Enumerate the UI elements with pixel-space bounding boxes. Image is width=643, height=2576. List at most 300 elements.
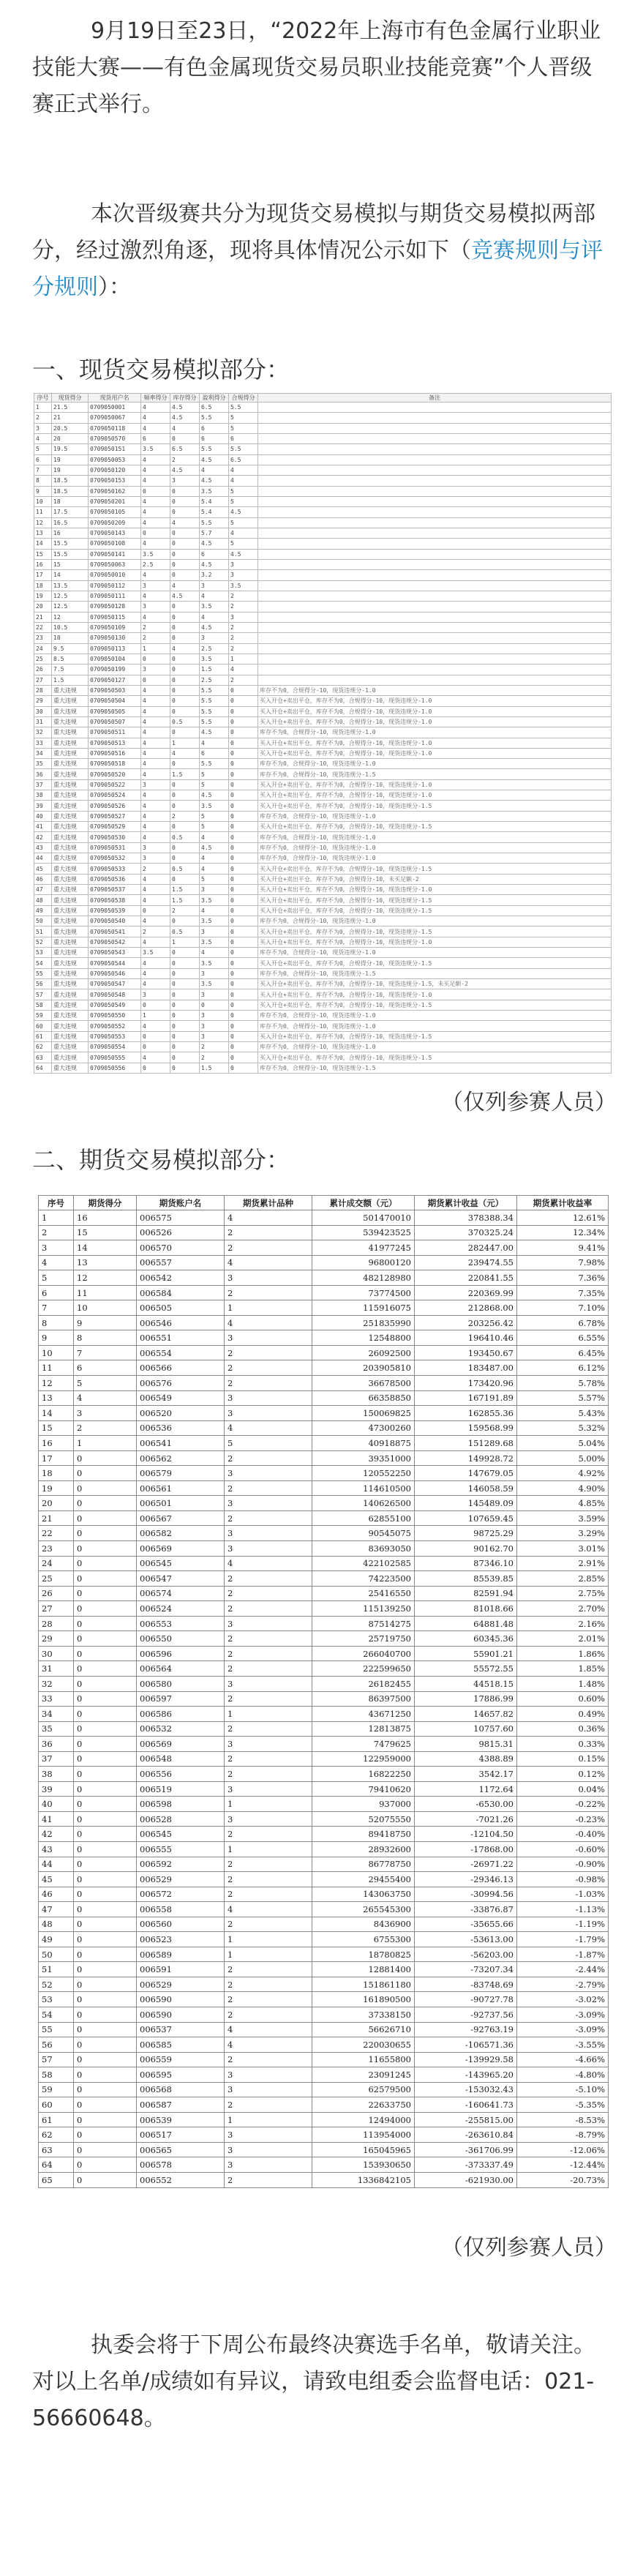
futures-account-cell: 006557 bbox=[137, 1255, 225, 1270]
spot-username-cell: 0709050201 bbox=[89, 496, 141, 506]
rank-cell: 36 bbox=[39, 1737, 74, 1752]
spot-username-cell: 0709050209 bbox=[89, 517, 141, 528]
spot-score-cell: 12.5 bbox=[52, 602, 89, 612]
table-row bbox=[39, 1917, 609, 1932]
spot-username-cell: 0709050555 bbox=[89, 1052, 141, 1063]
turnover-header: 累计成交额（元） bbox=[312, 1196, 415, 1210]
frequency-score-cell: 4 bbox=[141, 423, 170, 433]
futures-profit-cell: -83748.69 bbox=[415, 1977, 517, 1992]
frequency-score-cell: 4 bbox=[141, 413, 170, 423]
compliance-score-cell: 0 bbox=[229, 1042, 258, 1052]
profit-score-cell: 5.5 bbox=[200, 413, 229, 423]
inventory-score-cell: 0 bbox=[170, 1011, 200, 1021]
rules-link[interactable]: 竞赛规则与评分规则 bbox=[32, 238, 603, 300]
compliance-score-cell: 2 bbox=[229, 643, 258, 654]
rank-cell: 27 bbox=[39, 1601, 74, 1617]
futures-score-cell: 0 bbox=[74, 2173, 137, 2188]
table-row bbox=[34, 612, 612, 622]
table-row bbox=[34, 1021, 612, 1031]
futures-score-cell: 0 bbox=[74, 1751, 137, 1767]
futures-account-cell: 006529 bbox=[137, 1872, 225, 1887]
spot-username-cell: 0709050529 bbox=[89, 822, 141, 832]
frequency-score-cell: 0 bbox=[141, 1042, 170, 1052]
futures-varieties-cell: 2 bbox=[225, 2052, 312, 2067]
futures-score-cell: 7 bbox=[74, 1345, 137, 1360]
futures-varieties-cell: 4 bbox=[225, 1420, 312, 1436]
inventory-score-cell: 0 bbox=[170, 622, 200, 632]
turnover-cell: 16822250 bbox=[312, 1767, 415, 1782]
futures-header-row bbox=[39, 1196, 609, 1210]
turnover-cell: 482128980 bbox=[312, 1270, 415, 1286]
remarks-cell bbox=[258, 549, 612, 559]
spot-username-cell: 0709050141 bbox=[89, 549, 141, 559]
frequency-score-cell: 4 bbox=[141, 832, 170, 842]
rank-cell: 47 bbox=[39, 1902, 74, 1917]
frequency-score-cell: 4 bbox=[141, 517, 170, 528]
table-row bbox=[34, 801, 612, 811]
futures-score-cell: 0 bbox=[74, 1872, 137, 1887]
futures-account-cell: 006524 bbox=[137, 1601, 225, 1617]
futures-profit-cell: 151289.68 bbox=[415, 1436, 517, 1451]
spot-score-cell: 19 bbox=[52, 454, 89, 465]
profit-score-cell: 2.5 bbox=[200, 675, 229, 685]
futures-account-cell: 006539 bbox=[137, 2112, 225, 2127]
remarks-cell: 库存不为0，合规得分-10，现货违规分-1.0 bbox=[258, 832, 612, 842]
table-row bbox=[39, 1496, 609, 1511]
futures-account-cell: 006545 bbox=[137, 1827, 225, 1842]
futures-return-cell: -0.98% bbox=[517, 1872, 609, 1887]
table-row bbox=[39, 1781, 609, 1797]
futures-account-cell: 006592 bbox=[137, 1857, 225, 1872]
futures-varieties-cell: 3 bbox=[225, 1466, 312, 1481]
inventory-score-cell: 0 bbox=[170, 989, 200, 1000]
profit-score-cell: 6.5 bbox=[200, 402, 229, 413]
compliance-score-cell: 0 bbox=[229, 842, 258, 853]
table-row bbox=[39, 1811, 609, 1827]
rank-cell: 48 bbox=[39, 1917, 74, 1932]
remarks-cell: 库存不为0，合规得分-10，现货违规分-1.5 bbox=[258, 968, 612, 978]
futures-profit-cell: 9815.31 bbox=[415, 1737, 517, 1752]
remarks-cell: 买入开仓+卖出平仓，库存不为0，合规得分-10，现货违规分-1.0 bbox=[258, 706, 612, 716]
inventory-score-cell: 4 bbox=[170, 643, 200, 654]
rank-cell: 50 bbox=[39, 1947, 74, 1962]
table-row bbox=[39, 1270, 609, 1286]
spot-username-cell: 0709050526 bbox=[89, 801, 141, 811]
spot-username-cell: 0709050511 bbox=[89, 727, 141, 738]
futures-varieties-cell: 3 bbox=[225, 1270, 312, 1286]
spot-score-cell: 重大违规 bbox=[52, 822, 89, 832]
inventory-score-cell: 4.5 bbox=[170, 413, 200, 423]
remarks-cell: 买入开仓+卖出平仓，库存不为0，合规得分-10，未买足额-2 bbox=[258, 874, 612, 884]
rank-cell: 9 bbox=[34, 486, 52, 496]
remarks-cell: 买入开仓+卖出平仓，库存不为0，合规得分-10，现货违规分-1.0 bbox=[258, 696, 612, 706]
table-row bbox=[34, 811, 612, 821]
spot-score-cell: 18.5 bbox=[52, 486, 89, 496]
spot-score-cell: 重大违规 bbox=[52, 1000, 89, 1010]
futures-varieties-header: 期货累计品种 bbox=[225, 1196, 312, 1210]
futures-return-cell: 0.36% bbox=[517, 1721, 609, 1737]
rank-cell: 12 bbox=[39, 1376, 74, 1391]
futures-score-cell: 0 bbox=[74, 1691, 137, 1707]
rank-cell: 47 bbox=[34, 885, 52, 895]
rank-cell: 40 bbox=[34, 811, 52, 821]
remarks-cell bbox=[258, 444, 612, 454]
futures-profit-cell: -29346.13 bbox=[415, 1872, 517, 1887]
futures-score-cell: 0 bbox=[74, 1887, 137, 1902]
futures-profit-cell: -92737.56 bbox=[415, 2007, 517, 2022]
frequency-score-cell: 4 bbox=[141, 895, 170, 905]
futures-return-cell: 6.78% bbox=[517, 1315, 609, 1330]
rank-cell: 42 bbox=[39, 1827, 74, 1842]
rank-cell: 5 bbox=[34, 444, 52, 454]
spot-score-cell: 重大违规 bbox=[52, 716, 89, 727]
compliance-score-cell: 0 bbox=[229, 748, 258, 758]
compliance-score-cell: 5 bbox=[229, 423, 258, 433]
futures-score-cell: 0 bbox=[74, 1947, 137, 1962]
spot-username-cell: 0709050010 bbox=[89, 570, 141, 580]
frequency-score-cell: 4 bbox=[141, 465, 170, 475]
futures-varieties-cell: 3 bbox=[225, 2157, 312, 2173]
futures-varieties-cell: 2 bbox=[225, 1285, 312, 1300]
spot-username-cell: 0709050552 bbox=[89, 1021, 141, 1031]
futures-account-cell: 006553 bbox=[137, 1616, 225, 1631]
profit-score-cell: 6 bbox=[200, 433, 229, 443]
futures-varieties-cell: 2 bbox=[225, 1240, 312, 1256]
rank-cell: 15 bbox=[39, 1420, 74, 1436]
rank-cell: 60 bbox=[39, 2097, 74, 2113]
turnover-cell: 539423525 bbox=[312, 1225, 415, 1240]
compliance-score-cell: 5 bbox=[229, 517, 258, 528]
profit-score-cell: 3.5 bbox=[200, 937, 229, 947]
spot-score-cell: 重大违规 bbox=[52, 779, 89, 790]
futures-account-cell: 006550 bbox=[137, 1631, 225, 1647]
rank-cell: 17 bbox=[39, 1450, 74, 1466]
table-row bbox=[34, 989, 612, 1000]
futures-return-cell: 12.61% bbox=[517, 1210, 609, 1226]
remarks-cell: 买入开仓+卖出平仓，库存不为0，合规得分-10，现货违规分-1.5 bbox=[258, 958, 612, 968]
table-row bbox=[39, 1947, 609, 1962]
rank-cell: 29 bbox=[39, 1631, 74, 1647]
inventory-score-cell: 2 bbox=[170, 905, 200, 916]
rank-cell: 21 bbox=[39, 1510, 74, 1526]
futures-return-cell: 2.01% bbox=[517, 1631, 609, 1647]
spot-score-cell: 12.5 bbox=[52, 591, 89, 601]
spot-score-cell: 重大违规 bbox=[52, 832, 89, 842]
spot-username-cell: 0709050105 bbox=[89, 507, 141, 517]
rank-cell: 19 bbox=[39, 1480, 74, 1496]
table-row bbox=[34, 926, 612, 937]
rank-cell: 22 bbox=[34, 622, 52, 632]
futures-score-cell: 0 bbox=[74, 1781, 137, 1797]
spot-username-header: 现货用户名 bbox=[89, 394, 141, 402]
table-row bbox=[39, 1556, 609, 1571]
table-row bbox=[34, 696, 612, 706]
spot-username-cell: 0709050505 bbox=[89, 706, 141, 716]
profit-score-cell: 3.5 bbox=[200, 654, 229, 664]
futures-varieties-cell: 2 bbox=[225, 1510, 312, 1526]
futures-score-cell: 3 bbox=[74, 1406, 137, 1421]
frequency-score-cell: 4 bbox=[141, 727, 170, 738]
inventory-score-cell: 0 bbox=[170, 979, 200, 989]
turnover-cell: 96800120 bbox=[312, 1255, 415, 1270]
futures-account-cell: 006590 bbox=[137, 1992, 225, 2007]
spot-username-cell: 0709050053 bbox=[89, 454, 141, 465]
spot-username-cell: 0709050536 bbox=[89, 874, 141, 884]
futures-varieties-cell: 3 bbox=[225, 1390, 312, 1406]
futures-varieties-cell: 1 bbox=[225, 1797, 312, 1812]
frequency-score-cell: 4 bbox=[141, 748, 170, 758]
table-row bbox=[34, 507, 612, 517]
frequency-score-cell: 3 bbox=[141, 580, 170, 591]
profit-score-cell: 6 bbox=[200, 748, 229, 758]
spot-score-cell: 10 bbox=[52, 633, 89, 643]
futures-score-cell: 11 bbox=[74, 1285, 137, 1300]
table-row bbox=[34, 958, 612, 968]
spot-score-cell: 1.5 bbox=[52, 675, 89, 685]
futures-varieties-cell: 2 bbox=[225, 1646, 312, 1661]
profit-score-cell: 3 bbox=[200, 926, 229, 937]
rank-cell: 45 bbox=[34, 864, 52, 874]
rank-cell: 51 bbox=[34, 926, 52, 937]
futures-account-cell: 006526 bbox=[137, 1225, 225, 1240]
frequency-score-cell: 4 bbox=[141, 496, 170, 506]
table-row bbox=[39, 2157, 609, 2173]
futures-return-cell: 0.49% bbox=[517, 1707, 609, 1722]
spot-score-cell: 9.5 bbox=[52, 643, 89, 654]
futures-profit-cell: 220841.55 bbox=[415, 1270, 517, 1286]
futures-return-cell: 5.78% bbox=[517, 1376, 609, 1391]
futures-return-cell: 1.48% bbox=[517, 1676, 609, 1691]
inventory-score-cell: 0 bbox=[170, 1021, 200, 1031]
futures-varieties-cell: 2 bbox=[225, 1586, 312, 1601]
futures-varieties-cell: 4 bbox=[225, 1315, 312, 1330]
futures-account-cell: 006559 bbox=[137, 2052, 225, 2067]
futures-profit-cell: -90727.78 bbox=[415, 1992, 517, 2007]
futures-account-cell: 006597 bbox=[137, 1691, 225, 1707]
table-row bbox=[39, 1797, 609, 1812]
spot-username-cell: 0709050118 bbox=[89, 423, 141, 433]
futures-return-cell: 5.00% bbox=[517, 1450, 609, 1466]
frequency-score-cell: 4 bbox=[141, 539, 170, 549]
profit-score-cell: 4 bbox=[200, 853, 229, 864]
spot-score-cell: 重大违规 bbox=[52, 864, 89, 874]
frequency-score-cell: 4 bbox=[141, 801, 170, 811]
turnover-cell: 115916075 bbox=[312, 1300, 415, 1316]
turnover-cell: 25416550 bbox=[312, 1586, 415, 1601]
futures-varieties-cell: 1 bbox=[225, 1841, 312, 1857]
compliance-score-cell: 0 bbox=[229, 864, 258, 874]
frequency-score-cell: 0 bbox=[141, 1063, 170, 1073]
futures-profit-cell: -153032.43 bbox=[415, 2082, 517, 2097]
spot-score-cell: 20.5 bbox=[52, 423, 89, 433]
compliance-score-cell: 0 bbox=[229, 727, 258, 738]
table-row bbox=[34, 675, 612, 685]
spot-score-cell: 10.5 bbox=[52, 622, 89, 632]
futures-account-cell: 006545 bbox=[137, 1556, 225, 1571]
turnover-cell: 43671250 bbox=[312, 1707, 415, 1722]
futures-return-cell: -1.79% bbox=[517, 1932, 609, 1947]
inventory-score-cell: 0 bbox=[170, 853, 200, 864]
profit-score-cell: 5.5 bbox=[200, 716, 229, 727]
inventory-score-cell: 0.5 bbox=[170, 926, 200, 937]
table-row bbox=[34, 402, 612, 413]
rank-cell: 2 bbox=[34, 413, 52, 423]
table-row bbox=[34, 727, 612, 738]
frequency-score-cell: 0 bbox=[141, 654, 170, 664]
rank-cell: 32 bbox=[39, 1676, 74, 1691]
futures-return-cell: 4.85% bbox=[517, 1496, 609, 1511]
futures-profit-cell: -73207.34 bbox=[415, 1962, 517, 1977]
rank-cell: 54 bbox=[34, 958, 52, 968]
inventory-score-cell: 0 bbox=[170, 759, 200, 769]
futures-profit-cell: -7021.26 bbox=[415, 1811, 517, 1827]
frequency-score-cell: 1 bbox=[141, 643, 170, 654]
turnover-cell: 90545075 bbox=[312, 1526, 415, 1541]
rank-cell: 8 bbox=[39, 1315, 74, 1330]
compliance-score-cell: 0 bbox=[229, 685, 258, 695]
futures-score-cell: 0 bbox=[74, 1917, 137, 1932]
spot-score-cell: 重大违规 bbox=[52, 1063, 89, 1073]
turnover-cell: 79410620 bbox=[312, 1781, 415, 1797]
inventory-score-cell: 2 bbox=[170, 454, 200, 465]
rank-cell: 57 bbox=[34, 989, 52, 1000]
inventory-score-cell: 0 bbox=[170, 696, 200, 706]
spot-score-header: 现货得分 bbox=[52, 394, 89, 402]
rank-cell: 8 bbox=[34, 476, 52, 486]
turnover-cell: 7479625 bbox=[312, 1737, 415, 1752]
futures-profit-cell: 14657.82 bbox=[415, 1707, 517, 1722]
rank-cell: 12 bbox=[34, 517, 52, 528]
futures-profit-cell: 1172.64 bbox=[415, 1781, 517, 1797]
table-row bbox=[39, 1390, 609, 1406]
profit-score-cell: 4 bbox=[200, 832, 229, 842]
rank-cell: 61 bbox=[39, 2112, 74, 2127]
spot-username-cell: 0709050556 bbox=[89, 1063, 141, 1073]
remarks-cell: 库存不为0，合规得分-10，现货违规分-1.0 bbox=[258, 916, 612, 926]
table-row bbox=[39, 1466, 609, 1481]
futures-profit-cell: 81018.66 bbox=[415, 1601, 517, 1617]
rank-cell: 4 bbox=[34, 433, 52, 443]
frequency-score-cell: 1 bbox=[141, 1011, 170, 1021]
profit-score-cell: 5.5 bbox=[200, 706, 229, 716]
futures-score-cell: 0 bbox=[74, 1586, 137, 1601]
compliance-score-cell: 0 bbox=[229, 790, 258, 801]
spot-score-cell: 重大违规 bbox=[52, 1021, 89, 1031]
futures-account-cell: 006505 bbox=[137, 1300, 225, 1316]
rank-cell: 64 bbox=[34, 1063, 52, 1073]
spot-score-cell: 重大违规 bbox=[52, 874, 89, 884]
futures-profit-cell: 55901.21 bbox=[415, 1646, 517, 1661]
inventory-score-cell: 0 bbox=[170, 496, 200, 506]
futures-return-cell: 0.33% bbox=[517, 1737, 609, 1752]
futures-varieties-cell: 4 bbox=[225, 1255, 312, 1270]
futures-return-cell: 6.55% bbox=[517, 1330, 609, 1346]
rank-cell: 30 bbox=[39, 1646, 74, 1661]
inventory-score-cell: 0 bbox=[170, 916, 200, 926]
frequency-score-cell: 3 bbox=[141, 853, 170, 864]
inventory-score-cell: 0 bbox=[170, 790, 200, 801]
turnover-cell: 12813875 bbox=[312, 1721, 415, 1737]
inventory-score-cell: 4 bbox=[170, 423, 200, 433]
profit-score-cell: 3 bbox=[200, 1011, 229, 1021]
futures-score-cell: 10 bbox=[74, 1300, 137, 1316]
compliance-score-cell: 4 bbox=[229, 664, 258, 675]
rank-cell: 10 bbox=[39, 1345, 74, 1360]
futures-varieties-cell: 2 bbox=[225, 1751, 312, 1767]
table-row bbox=[34, 937, 612, 947]
table-row bbox=[34, 517, 612, 528]
futures-score-cell: 0 bbox=[74, 1480, 137, 1496]
futures-account-cell: 006587 bbox=[137, 2097, 225, 2113]
rank-cell: 23 bbox=[34, 633, 52, 643]
compliance-score-cell: 1 bbox=[229, 654, 258, 664]
futures-return-cell: -1.13% bbox=[517, 1902, 609, 1917]
futures-return-cell: -12.06% bbox=[517, 2142, 609, 2157]
remarks-cell: 买入开仓+卖出平仓，库存不为0，合规得分-10，现货违规分-1.0 bbox=[258, 937, 612, 947]
table-row bbox=[39, 1646, 609, 1661]
futures-score-cell: 6 bbox=[74, 1360, 137, 1376]
futures-score-cell: 0 bbox=[74, 1646, 137, 1661]
futures-varieties-cell: 2 bbox=[225, 1857, 312, 1872]
spot-score-cell: 重大违规 bbox=[52, 1031, 89, 1041]
remarks-cell bbox=[258, 517, 612, 528]
futures-results-table bbox=[38, 1195, 609, 2188]
futures-score-cell: 9 bbox=[74, 1315, 137, 1330]
futures-varieties-cell: 2 bbox=[225, 1917, 312, 1932]
rank-cell: 31 bbox=[39, 1661, 74, 1677]
inventory-score-cell: 0 bbox=[170, 842, 200, 853]
table-row bbox=[39, 1721, 609, 1737]
table-row bbox=[34, 1011, 612, 1021]
futures-return-cell: -2.44% bbox=[517, 1962, 609, 1977]
remarks-cell bbox=[258, 602, 612, 612]
rank-cell: 6 bbox=[39, 1285, 74, 1300]
table-row bbox=[39, 1406, 609, 1421]
futures-varieties-cell: 2 bbox=[225, 1872, 312, 1887]
profit-score-cell: 2 bbox=[200, 1042, 229, 1052]
spot-username-cell: 0709050162 bbox=[89, 486, 141, 496]
futures-profit-cell: -361706.99 bbox=[415, 2142, 517, 2157]
inventory-score-cell: 0 bbox=[170, 801, 200, 811]
rank-cell: 42 bbox=[34, 832, 52, 842]
futures-return-cell: 9.41% bbox=[517, 1240, 609, 1256]
table-row bbox=[34, 486, 612, 496]
spot-username-cell: 0709050516 bbox=[89, 748, 141, 758]
compliance-score-cell: 4.5 bbox=[229, 507, 258, 517]
remarks-cell: 库存不为0，合规得分-10，现货违规分-1.0 bbox=[258, 759, 612, 769]
frequency-score-cell: 3.5 bbox=[141, 444, 170, 454]
futures-score-cell: 0 bbox=[74, 1932, 137, 1947]
spot-username-cell: 0709050539 bbox=[89, 905, 141, 916]
spot-username-cell: 0709050109 bbox=[89, 622, 141, 632]
remarks-cell bbox=[258, 423, 612, 433]
futures-score-cell: 0 bbox=[74, 1707, 137, 1722]
spot-score-cell: 重大违规 bbox=[52, 738, 89, 748]
futures-return-cell: -3.02% bbox=[517, 1992, 609, 2007]
rank-cell: 25 bbox=[39, 1571, 74, 1587]
futures-profit-cell: 145489.09 bbox=[415, 1496, 517, 1511]
futures-account-cell: 006542 bbox=[137, 1270, 225, 1286]
rank-cell: 20 bbox=[39, 1496, 74, 1511]
rank-cell: 21 bbox=[34, 612, 52, 622]
spot-username-cell: 0709050153 bbox=[89, 476, 141, 486]
futures-profit-cell: 159568.99 bbox=[415, 1420, 517, 1436]
futures-account-cell: 006547 bbox=[137, 1571, 225, 1587]
futures-score-cell: 0 bbox=[74, 2127, 137, 2143]
section-spot-heading: 一、现货交易模拟部分： bbox=[32, 356, 290, 383]
inventory-score-cell: 0.5 bbox=[170, 832, 200, 842]
futures-account-cell: 006561 bbox=[137, 1480, 225, 1496]
